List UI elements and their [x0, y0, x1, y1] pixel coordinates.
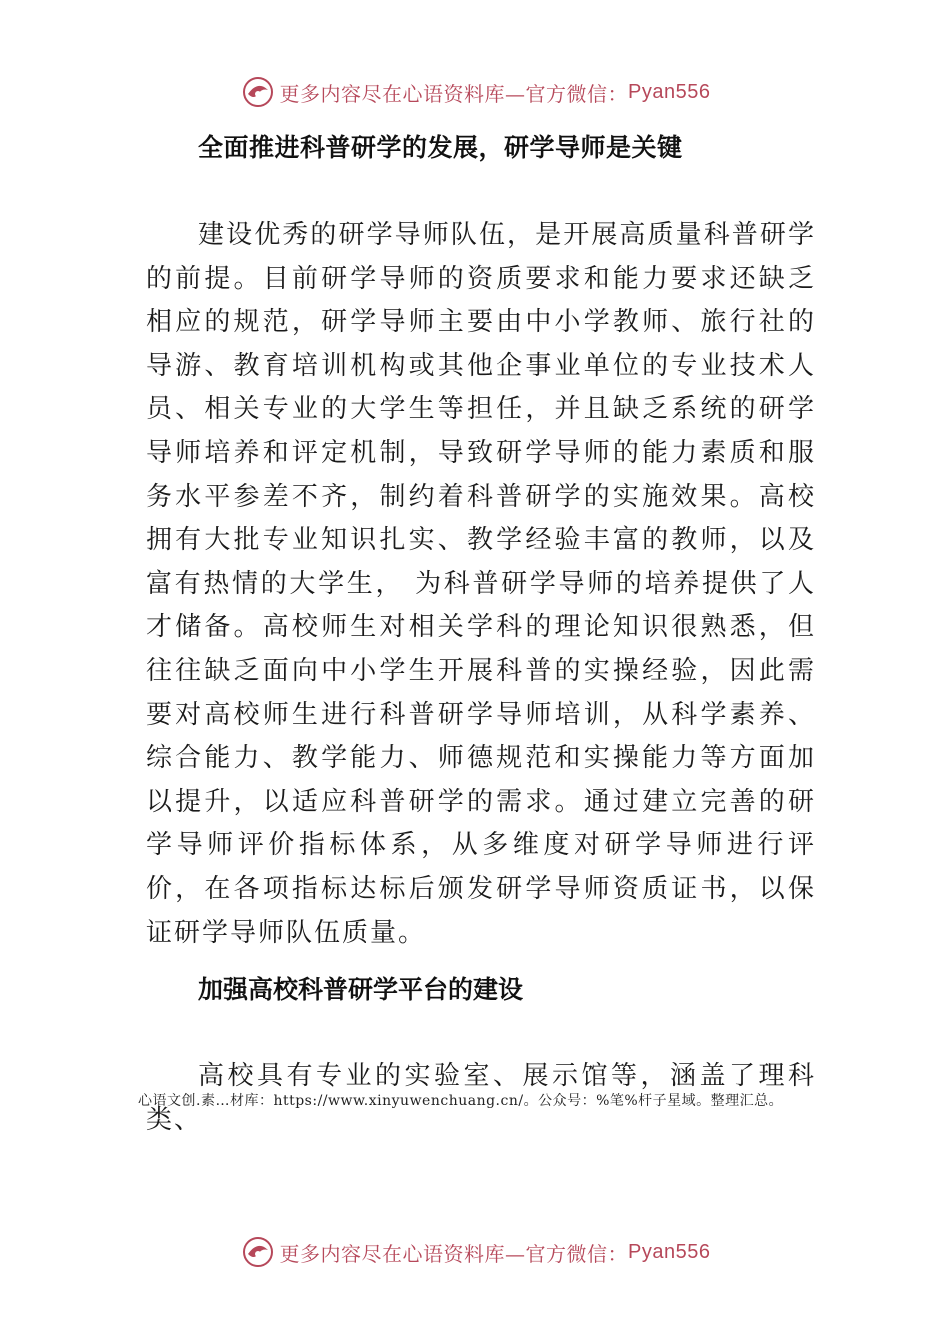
article-title: 全面推进科普研学的发展，研学导师是关键: [198, 133, 683, 162]
logo-icon: [240, 74, 276, 110]
watermark-account: Pyan556: [628, 80, 711, 103]
watermark-account: Pyan556: [628, 1240, 711, 1263]
watermark-text: 更多内容尽在心语资料库—官方微信：: [279, 1241, 629, 1266]
watermark-header: [0, 72, 950, 112]
watermark-text: 更多内容尽在心语资料库—官方微信：: [279, 81, 629, 106]
source-note: 心语文创.素…材库：https://www.xinyuwenchuang.cn/。公众号：%笔%杆子星域。整理汇总。: [138, 1093, 784, 1109]
logo-icon: [240, 1234, 276, 1270]
section-heading: 加强高校科普研学平台的建设: [198, 975, 524, 1004]
article-paragraph-2: 高校具有专业的实验室、展示馆等，涵盖了理科类、: [146, 1061, 816, 1135]
article-paragraph: 建设优秀的研学导师队伍，是开展高质量科普研学的前提。目前研学导师的资质要求和能力要求还缺乏相应的规范，研学导师主要由中小学教师、旅行社的导游、教育培训机构或其他企事业单位的专业技术人员、相关专业的大学生等担任，并且缺乏系统的研学导师培养和评定机制，导致研学导师的能力素质和服务水平参差不齐，制约着科普研学的实施效果。高校拥有大批专业知识扎实、教学经验丰富的教师，以及富有热情的大学生， 为科普研学导师的培养提供了人才储备。高校师生对相关学科的理论知识很熟悉，但往往缺乏面向中小学生开展科普的实操经验，因此需要对高校师生进行科普研学导师培训，从科学素养、综合能力、教学能力、师德规范和实操能力等方面加以提升，以适应科普研学的需求。通过建立完善的研学导师评价指标体系，从多维度对研学导师进行评价，在各项指标达标后颁发研学导师资质证书，以保证研学导师队伍质量。: [146, 220, 816, 948]
watermark-footer: [0, 1232, 950, 1272]
